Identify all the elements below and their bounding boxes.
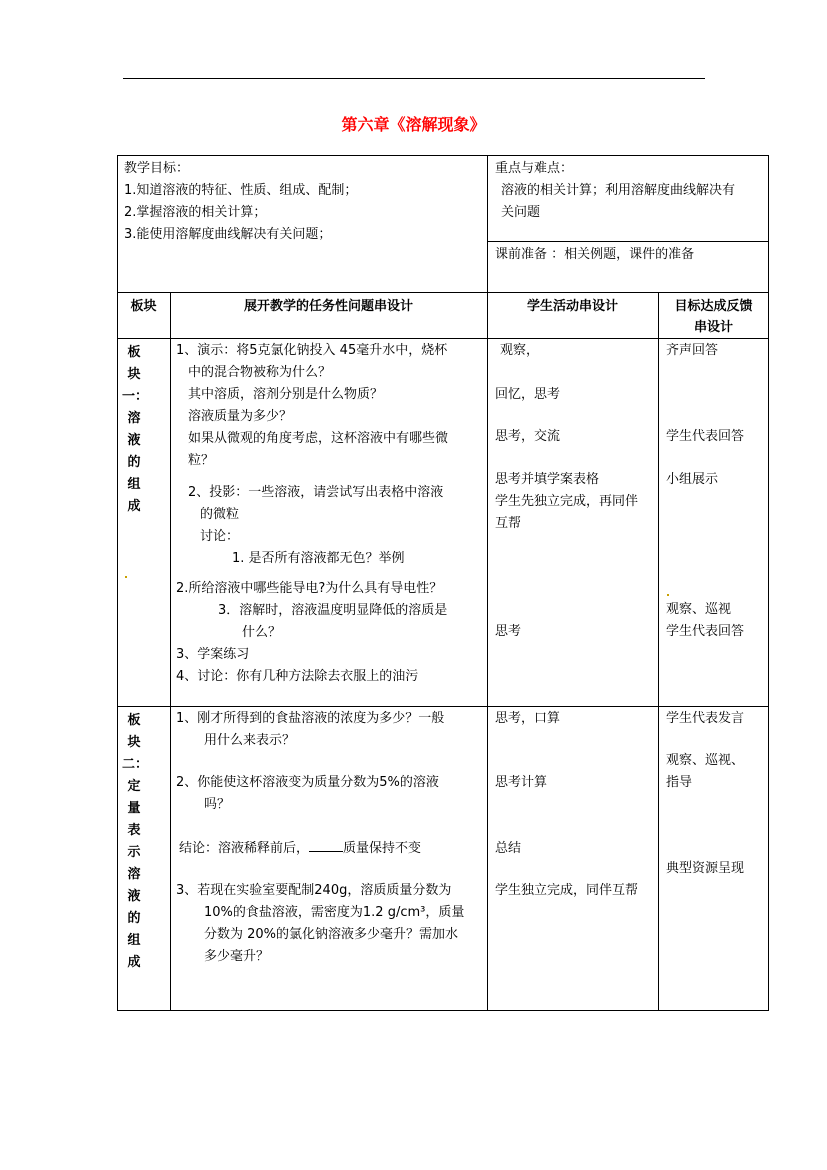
label-char: 成 [127, 499, 141, 514]
table-divider [487, 241, 769, 242]
section2-activity: 学生独立完成，同伴互帮 [495, 883, 639, 898]
header-rule [123, 78, 705, 79]
stray-mark [667, 594, 669, 596]
conclusion-line [179, 838, 484, 860]
activity-line: 学生先独立完成，再同伴 [495, 494, 639, 509]
label-char: 示 [127, 845, 141, 860]
key-points-text: 溶液的相关计算；利用溶解度曲线解决有 [501, 183, 736, 198]
task-line: 1、演示：将5克氯化钠投入 45毫升水中，烧杯 [176, 343, 448, 358]
section1-feedback: 齐声回答 [666, 343, 719, 358]
table-divider [117, 292, 769, 293]
section2-conclusion [179, 838, 484, 860]
label-char: 组 [127, 933, 141, 948]
task-line: 讨论： [200, 529, 240, 544]
column-header-feedback [658, 296, 769, 338]
section1-tasks-projection [188, 482, 484, 570]
task-line: 分数为 20%的氯化钠溶液多少毫升？需加水 [204, 927, 459, 942]
label-char: 二： [122, 757, 149, 772]
section1-activity [495, 469, 655, 535]
stray-mark [125, 576, 127, 578]
task-line: 3．溶解时，溶液温度明显降低的溶质是 [218, 603, 448, 618]
section2-activity: 思考，口算 [495, 711, 561, 726]
label-char: 一： [122, 389, 149, 404]
label-char: 溶 [127, 411, 141, 426]
label-char: 溶 [127, 867, 141, 882]
label-char: 的 [127, 911, 141, 926]
key-points-label: 重点与难点： [495, 161, 574, 176]
section2-activity: 思考计算 [495, 775, 548, 790]
section1-activity: 观察， [500, 343, 540, 358]
label-char: 表 [127, 823, 141, 838]
task-line: 吗？ [204, 797, 231, 812]
conclusion-text: 质量保持不变 [343, 841, 422, 856]
task-line: 如果从微观的角度考虑，这杯溶液中有哪些微 [188, 431, 449, 446]
label-char: 定 [127, 779, 141, 794]
table-divider [117, 706, 769, 707]
task-line: 中的混合物被称为什么？ [188, 365, 332, 380]
section2-feedback: 学生代表发言 [666, 711, 745, 726]
task-line: 粒？ [188, 453, 215, 468]
task-line: 用什么来表示？ [204, 733, 296, 748]
label-char: 块 [127, 735, 141, 750]
column-header-block: 板块 [130, 299, 157, 314]
conclusion-text: 结论：溶液稀释前后， [179, 841, 310, 856]
task-line: 2、你能使这杯溶液变为质量分数为5%的溶液 [176, 775, 439, 790]
task-line: 3、学案练习 [176, 647, 250, 662]
task-line: 溶液质量为多少？ [188, 409, 293, 424]
column-header-activities: 学生活动串设计 [526, 299, 618, 314]
section1-feedback: 学生代表回答 [666, 429, 745, 444]
task-line: 什么？ [242, 625, 282, 640]
label-char: 板 [127, 345, 141, 360]
key-points-text: 关问题 [501, 205, 541, 220]
task-line: 2.所给溶液中哪些能导电?为什么具有导电性？ [176, 581, 443, 596]
section1-activity: 思考，交流 [495, 429, 561, 444]
label-char: 液 [127, 889, 141, 904]
task-line: 其中溶质，溶剂分别是什么物质？ [188, 387, 384, 402]
task-line: 10%的食盐溶液，需密度为1.2 g/cm³，质量 [204, 905, 465, 920]
section1-activity: 思考 [495, 624, 522, 639]
section2-feedback: 典型资源呈现 [666, 861, 745, 876]
section1-feedback: 学生代表回答 [666, 624, 745, 639]
label-char: 成 [127, 955, 141, 970]
section1-feedback: 小组展示 [666, 472, 719, 487]
table-divider [658, 292, 659, 1011]
section1-feedback: 观察、巡视 [666, 602, 732, 617]
objectives-cell [124, 158, 484, 246]
column-header-tasks: 展开教学的任务性问题串设计 [243, 299, 413, 314]
column-header-feedback-line: 目标达成反馈 [674, 299, 753, 314]
feedback-line: 观察、巡视、 [666, 753, 745, 768]
section1-activity: 回忆，思考 [495, 387, 561, 402]
task-line: 4、讨论：你有几种方法除去衣服上的油污 [176, 669, 419, 684]
table-divider [117, 338, 769, 339]
key-points-cell [495, 158, 765, 224]
section2-task [176, 880, 484, 968]
feedback-line: 指导 [666, 775, 693, 790]
task-line: 的微粒 [200, 507, 240, 522]
objective-item: 1.知道溶液的特征、性质、组成、配制； [124, 183, 358, 198]
activity-line: 互帮 [495, 516, 522, 531]
task-line: 3、若现在实验室要配制240g，溶质质量分数为 [176, 883, 452, 898]
objective-item: 3.能使用溶解度曲线解决有关问题； [124, 227, 332, 242]
page-title: 第六章《溶解现象》 [341, 115, 486, 134]
label-char: 量 [127, 801, 141, 816]
column-header-feedback-line: 串设计 [693, 320, 733, 335]
label-char: 的 [127, 455, 141, 470]
task-line: 1. 是否所有溶液都无色？举例 [232, 551, 405, 566]
objectives-label: 教学目标： [124, 161, 190, 176]
fill-in-blank[interactable] [309, 839, 343, 852]
task-line: 2、投影：一些溶液，请尝试写出表格中溶液 [188, 485, 444, 500]
table-divider [170, 292, 171, 1011]
section2-task [176, 772, 484, 816]
label-char: 板 [127, 713, 141, 728]
task-line: 1、刚才所得到的食盐溶液的浓度为多少？一般 [176, 711, 445, 726]
prep-cell [495, 244, 765, 266]
section2-task [176, 708, 484, 752]
table-divider [487, 155, 488, 1011]
section1-tasks [176, 340, 484, 472]
section2-activity: 总结 [495, 841, 522, 856]
prep-text: 课前准备 ：相关例题，课件的准备 [495, 247, 695, 262]
label-char: 组 [127, 477, 141, 492]
label-char: 液 [127, 433, 141, 448]
section2-feedback [666, 750, 766, 794]
section1-label [122, 342, 149, 518]
section2-label [122, 710, 149, 974]
objective-item: 2.掌握溶液的相关计算； [124, 205, 267, 220]
activity-line: 思考并填学案表格 [495, 472, 600, 487]
section1-tasks-discussion [176, 578, 484, 688]
task-line: 多少毫升？ [204, 949, 270, 964]
label-char: 块 [127, 367, 141, 382]
